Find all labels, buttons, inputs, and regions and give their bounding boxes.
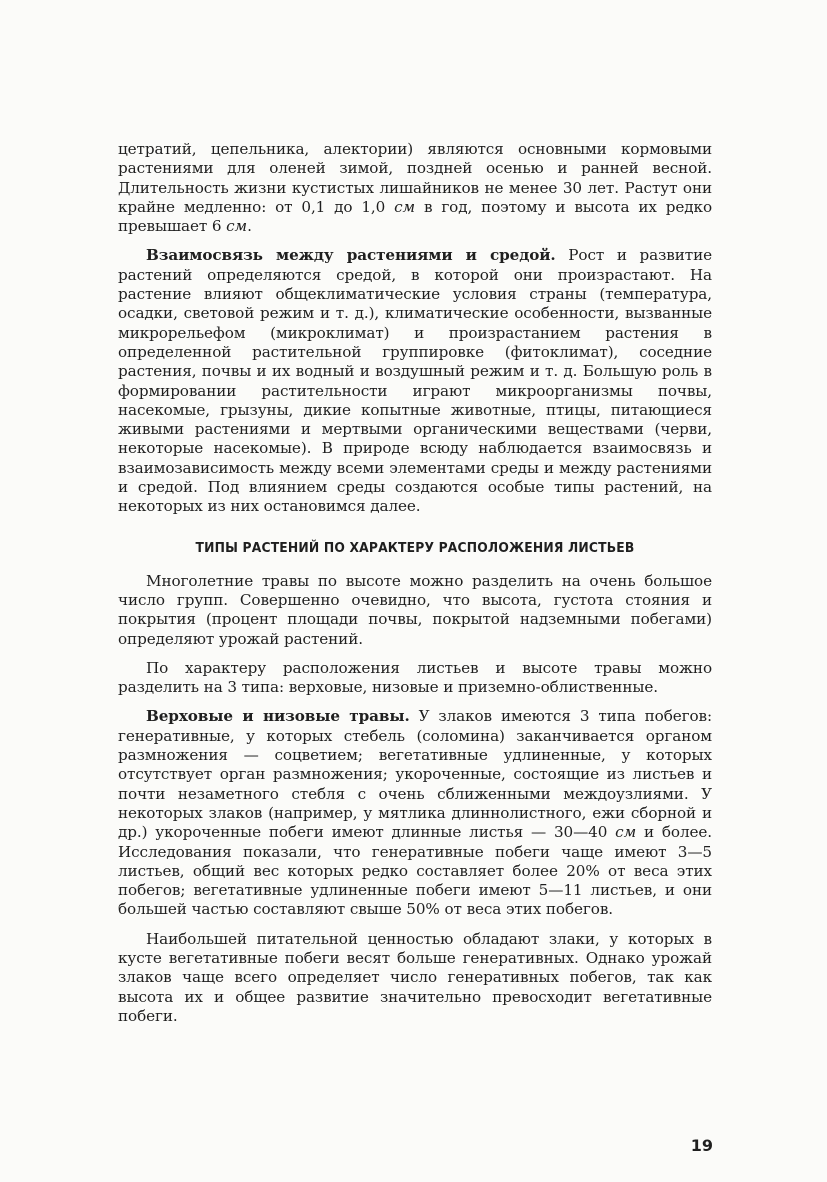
unit-text: см: [615, 823, 637, 842]
paragraph-upper-lower-grasses: [118, 707, 712, 919]
paragraph-lead: Верховые и низовые травы.: [146, 707, 410, 726]
paragraph-text: в год, поэтому и высота их редко превышает 6: [118, 197, 712, 236]
text-column: [118, 140, 712, 1026]
page-number: 19: [690, 1136, 713, 1155]
paragraph-nutritional-value: Наибольшей питательной ценностью обладают злаки, у которых в кусте вегетативные побеги весят больше генеративных. Однако урожай злаков чаще всего определяет число генеративных побегов, так как высота их и общее развитие значительно превосходит вегетативные побеги.: [118, 929, 712, 1025]
paragraph-grass-types: По характеру расположения листьев и высоте травы можно разделить на 3 типа: верховые, низовые и приземно-облиственные.: [118, 658, 712, 697]
unit-text: см: [394, 197, 416, 216]
paragraph-text: У злаков имеются 3 типа побегов: генеративные, у которых стебель (соломина) заканчивается органом размножения — соцветием; вегетативные удлиненные, у которых отсутствует орган размножения; укороченные, состоящие из листьев и почти незаметного стебля с очень сближенными междоузлиями. У некоторых злаков (например, у мятлика длиннолистного, ежи сборной и др.) укороченные побеги имеют длинные листья — 30—40: [118, 707, 712, 842]
paragraph-text: Рост и развитие растений определяются средой, в которой они произрастают. На растение влияют общеклиматические условия страны (температура, осадки, световой режим и т. д.), климатические особенности, вызванные микрорельефом (микроклимат) и произрастанием растения в определенной растительной группировке (фитоклимат), соседние растения, почвы и их водный и воздушный режим и т. д. Большую роль в формировании растительности играют микроорганизмы почвы, насекомые, грызуны, дикие копытные животные, птицы, питающиеся живыми растениями и мертвыми органическими веществами (черви, некоторые насекомые). В природе всюду наблюдается взаимосвязь и взаимозависимость между всеми элементами среды и между растениями и средой. Под влиянием среды создаются особые типы растений, на некоторых из них остановимся далее.: [118, 246, 712, 516]
paragraph-text: и более. Исследования показали, что генеративные побеги чаще имеют 3—5 листьев, общий вес которых редко составляет более 20% от веса этих побегов; вегетативные удлиненные побеги имеют 5—11 листьев, и они большей частью составляют свыше 50% от веса этих побегов.: [118, 823, 712, 919]
paragraph-lichens: [118, 140, 712, 236]
paragraph-lead: Взаимосвязь между растениями и средой.: [146, 246, 556, 265]
paragraph-text: .: [247, 217, 252, 236]
unit-text: см: [226, 217, 248, 236]
paragraph-text: цетратий, цепельника, алектории) являются основными кормовыми растениями для оленей зимой, поздней осенью и ранней весной. Длительность жизни кустистых лишайников не менее 30 лет. Растут они крайне медленно: от 0,1 до 1,0: [118, 140, 712, 216]
paragraph-plants-environment: [118, 246, 712, 516]
paragraph-perennial-grasses: Многолетние травы по высоте можно разделить на очень большое число групп. Совершенно очевидно, что высота, густота стояния и покрытия (процент площади почвы, покрытой надземными побегами) определяют урожай растений.: [118, 571, 712, 648]
section-heading: ТИПЫ РАСТЕНИЙ ПО ХАРАКТЕРУ РАСПОЛОЖЕНИЯ ЛИСТЬЕВ: [195, 540, 635, 556]
